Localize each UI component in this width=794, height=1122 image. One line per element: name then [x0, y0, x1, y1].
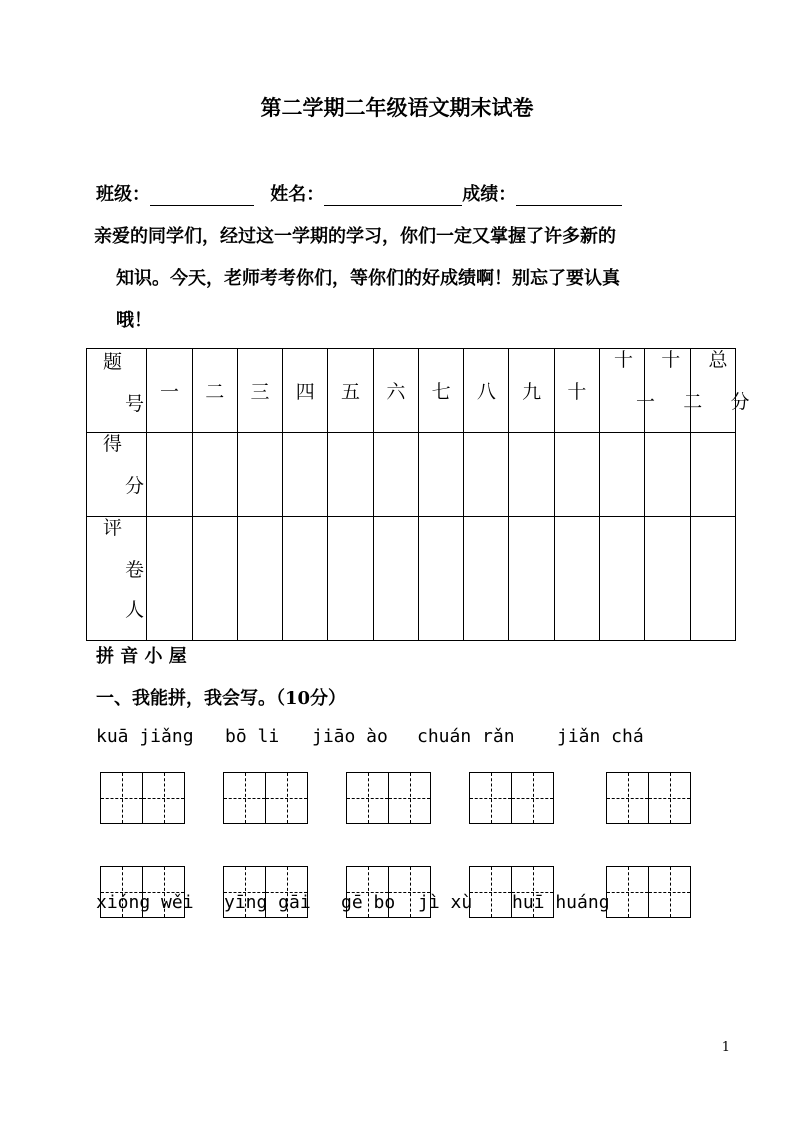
intro-line-2: 知识。今天，老师考考你们，等你们的好成绩啊！别忘了要认真	[116, 268, 620, 289]
page-title: 第二学期二年级语文期末试卷	[260, 95, 534, 120]
score-cell[interactable]	[283, 433, 328, 517]
grader-cell[interactable]	[373, 517, 418, 641]
total-score-header: 总 分	[690, 349, 735, 433]
score-cell[interactable]	[328, 433, 373, 517]
score-cell[interactable]	[418, 433, 463, 517]
score-cell[interactable]	[600, 433, 645, 517]
name-label: 姓名：	[270, 184, 325, 205]
grader-cell[interactable]	[509, 517, 554, 641]
grader-cell[interactable]	[464, 517, 509, 641]
pinyin-label: jiāo ào	[312, 726, 388, 747]
writing-grid[interactable]	[346, 772, 431, 824]
score-cell[interactable]	[373, 433, 418, 517]
score-label: 成绩：	[462, 184, 517, 205]
score-cell[interactable]	[464, 433, 509, 517]
class-label: 班级：	[96, 184, 150, 205]
question-number-cell: 八	[464, 349, 509, 433]
grader-cell[interactable]	[600, 517, 645, 641]
class-blank[interactable]	[150, 185, 254, 206]
question-number-cell: 九	[509, 349, 554, 433]
page-number: 1	[721, 1040, 730, 1055]
question-number-cell: 六	[373, 349, 418, 433]
student-info-line	[96, 180, 622, 206]
question-number-cell: 三	[237, 349, 282, 433]
writing-grid[interactable]	[606, 772, 691, 824]
pinyin-label: yīng gāi	[224, 892, 311, 913]
writing-grid[interactable]	[223, 772, 308, 824]
section-title: 拼 音 小 屋	[96, 646, 187, 667]
header-question-number: 题 号	[87, 349, 147, 433]
grader-cell[interactable]	[328, 517, 373, 641]
pinyin-label: kuā jiǎng	[96, 726, 194, 747]
intro-line-1: 亲爱的同学们，经过这一学期的学习，你们一定又掌握了许多新的	[94, 226, 616, 247]
grader-cell[interactable]	[147, 517, 192, 641]
pinyin-label: xióng wěi	[96, 892, 194, 913]
table-row-grader	[87, 517, 736, 641]
pinyin-label: gē bo	[341, 892, 396, 913]
intro-line-3: 哦！	[116, 310, 152, 331]
score-cell[interactable]	[554, 433, 599, 517]
pinyin-label: jì xù	[418, 892, 473, 913]
question-number-cell: 一	[147, 349, 192, 433]
pinyin-label: bō li	[225, 726, 280, 747]
question-number-cell: 四	[283, 349, 328, 433]
grader-cell[interactable]	[192, 517, 237, 641]
score-cell[interactable]	[192, 433, 237, 517]
grader-cell[interactable]	[690, 517, 735, 641]
score-cell[interactable]	[509, 433, 554, 517]
question-number-cell: 五	[328, 349, 373, 433]
writing-grid[interactable]	[469, 772, 554, 824]
score-cell[interactable]	[645, 433, 690, 517]
pinyin-label: chuán rǎn	[417, 726, 515, 747]
question-number-cell-12: 十 二	[645, 349, 690, 433]
grader-cell[interactable]	[554, 517, 599, 641]
question-number-cell: 七	[418, 349, 463, 433]
question-number-cell-11: 十 一	[600, 349, 645, 433]
writing-grid[interactable]	[606, 866, 691, 918]
pinyin-label: huī huáng	[512, 892, 610, 913]
score-cell[interactable]	[147, 433, 192, 517]
grader-cell[interactable]	[645, 517, 690, 641]
grader-cell[interactable]	[283, 517, 328, 641]
grader-cell[interactable]	[237, 517, 282, 641]
score-table	[86, 348, 750, 641]
table-row-question-number	[87, 349, 736, 433]
name-blank[interactable]	[324, 185, 462, 206]
header-grader: 评 卷 人	[87, 517, 147, 641]
writing-grid[interactable]	[100, 772, 185, 824]
question-1-title: 一、我能拼，我会写。（10分）	[96, 688, 347, 709]
table-row-score	[87, 433, 736, 517]
header-score: 得 分	[87, 433, 147, 517]
grader-cell[interactable]	[418, 517, 463, 641]
score-blank[interactable]	[516, 185, 622, 206]
score-cell[interactable]	[237, 433, 282, 517]
question-number-cell: 二	[192, 349, 237, 433]
pinyin-label: jiǎn chá	[557, 726, 644, 747]
question-number-cell: 十	[554, 349, 599, 433]
score-cell[interactable]	[690, 433, 735, 517]
